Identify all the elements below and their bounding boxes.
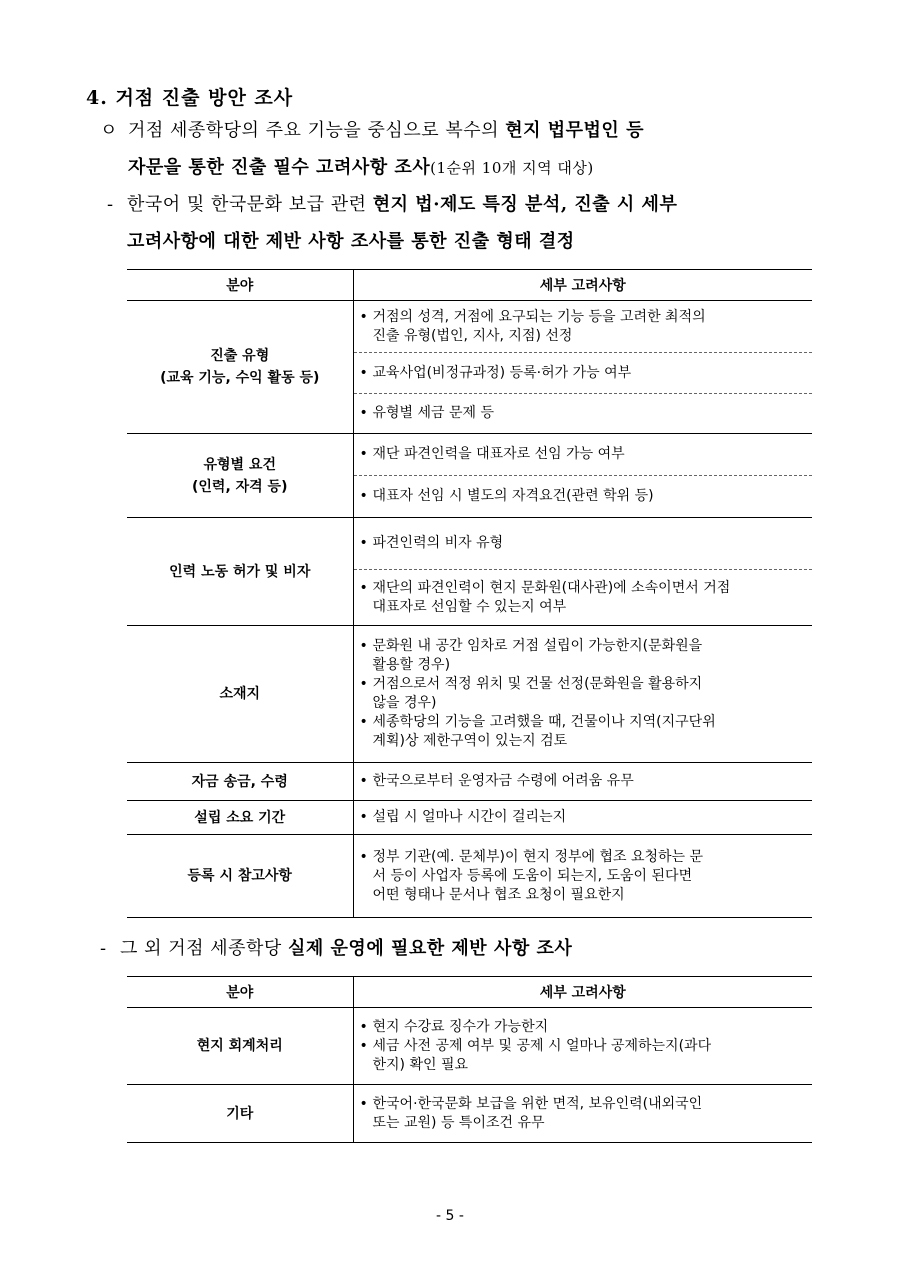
detail-bullet <box>360 1037 803 1075</box>
bullet-dot-icon: • <box>359 1037 368 1054</box>
detail-text <box>373 534 803 553</box>
detail-cell <box>353 835 812 918</box>
detail-cell <box>353 801 812 835</box>
category-cell <box>127 434 353 518</box>
detail-cell <box>353 1008 812 1085</box>
category-cell <box>127 301 353 434</box>
dash-item-1-bold-2: 고려사항에 대한 제반 사항 조사를 통한 진출 형태 결정 <box>127 231 575 252</box>
detail-cell <box>353 476 812 518</box>
detail-line: 대표자로 선임할 수 있는지 여부 <box>372 598 567 615</box>
bullet-dot-icon: • <box>359 364 368 381</box>
detail-bullet <box>360 364 803 383</box>
detail-text <box>373 675 803 713</box>
category-cell <box>127 801 353 835</box>
bullet-dot-icon: • <box>359 1095 368 1112</box>
bullet-dot-icon: • <box>359 848 368 865</box>
detail-text <box>373 487 803 506</box>
detail-line: 어떤 형태나 문서나 협조 요청이 필요한지 <box>372 886 625 903</box>
page-number: - 5 - <box>436 1208 464 1224</box>
bullet-dot-icon: • <box>359 809 368 825</box>
detail-line: 활용할 경우) <box>372 657 451 673</box>
detail-line: 거점의 성격, 거점에 요구되는 기능 등을 고려한 최적의 <box>372 308 706 325</box>
bullet-dot-icon: • <box>359 773 368 789</box>
detail-line: 또는 교원) 등 특이조건 유무 <box>372 1114 545 1131</box>
detail-bullet <box>360 1018 803 1037</box>
detail-line: 한국으로부터 운영자금 수령에 어려움 유무 <box>372 773 634 789</box>
detail-line: 재단의 파견인력이 현지 문화원(대사관)에 소속이면서 거점 <box>372 579 731 596</box>
detail-text <box>373 808 803 827</box>
circle-bullet-marker: ㅇ <box>100 120 118 141</box>
detail-cell <box>353 394 812 434</box>
detail-text <box>373 1018 803 1037</box>
table-row <box>127 1008 812 1085</box>
detail-line: 진출 유형(법인, 지사, 지점) 선정 <box>372 327 573 344</box>
detail-text <box>373 364 803 383</box>
detail-bullet <box>360 675 803 713</box>
category-label: 자금 송금, 수령 <box>191 773 288 790</box>
category-label: 유형별 요건 <box>203 456 276 473</box>
detail-bullet <box>360 308 803 346</box>
detail-bullet <box>360 808 803 827</box>
category-cell <box>127 626 353 763</box>
main-bullet-bold-2: 자문을 통한 진출 필수 고려사항 조사 <box>128 157 431 178</box>
bullet-dot-icon: • <box>359 446 368 462</box>
main-bullet-scope: (1순위 10개 지역 대상) <box>430 159 594 177</box>
detail-bullet <box>360 848 803 905</box>
main-bullet-bold-1: 현지 법무법인 등 <box>505 120 644 141</box>
detail-line: 한지) 확인 필요 <box>372 1056 469 1073</box>
detail-text <box>373 1037 803 1075</box>
consideration-table <box>127 269 812 918</box>
category-label: 소재지 <box>219 686 261 702</box>
section-heading: 4. 거점 진출 방안 조사 <box>86 87 294 109</box>
dash-item-1 <box>107 186 827 260</box>
detail-text <box>373 848 803 905</box>
detail-cell <box>353 434 812 476</box>
category-cell <box>127 1085 353 1143</box>
detail-line: 교육사업(비정규과정) 등록·허가 가능 여부 <box>372 364 632 381</box>
header-detail: 세부 고려사항 <box>353 270 812 301</box>
detail-line: 파견인력의 비자 유형 <box>372 535 504 551</box>
detail-bullet <box>360 487 803 506</box>
header-field: 분야 <box>127 977 353 1008</box>
detail-bullet <box>360 445 803 464</box>
detail-text <box>373 713 803 751</box>
detail-cell <box>353 518 812 570</box>
dash-item-2-text: 그 외 거점 세종학당 <box>120 938 288 959</box>
category-label: 기타 <box>226 1105 254 1122</box>
detail-text <box>373 308 803 346</box>
category-cell <box>127 1008 353 1085</box>
table-row <box>127 801 812 835</box>
detail-text <box>373 637 803 675</box>
bullet-dot-icon: • <box>359 1018 368 1035</box>
detail-text <box>373 579 803 617</box>
category-label: (인력, 자격 등) <box>192 478 288 495</box>
detail-line: 대표자 선임 시 별도의 자격요건(관련 학위 등) <box>372 488 654 504</box>
detail-line: 서 등이 사업자 등록에 도움이 되는지, 도움이 된다면 <box>372 867 693 884</box>
dash-marker: - <box>107 194 114 215</box>
detail-line: 세금 사전 공제 여부 및 공제 시 얼마나 공제하는지(과다 <box>372 1037 712 1054</box>
detail-bullet <box>360 772 803 791</box>
category-cell <box>127 835 353 918</box>
detail-bullet <box>360 534 803 553</box>
detail-bullet <box>360 713 803 751</box>
detail-cell <box>353 570 812 626</box>
detail-line: 세종학당의 기능을 고려했을 때, 건물이나 지역(지구단위 <box>372 714 716 730</box>
category-label: 현지 회계처리 <box>196 1038 283 1054</box>
detail-line: 문화원 내 공간 임차로 거점 설립이 가능한지(문화원을 <box>372 638 703 654</box>
dash-marker: - <box>100 938 107 959</box>
category-label: (교육 기능, 수익 활동 등) <box>160 370 320 386</box>
detail-line: 않을 경우) <box>372 695 437 711</box>
bullet-dot-icon: • <box>359 535 368 551</box>
detail-cell <box>353 1085 812 1143</box>
bullet-dot-icon: • <box>359 714 368 730</box>
detail-cell <box>353 353 812 394</box>
detail-line: 계획)상 제한구역이 있는지 검토 <box>372 733 568 749</box>
category-label: 등록 시 참고사항 <box>187 868 292 884</box>
detail-text <box>373 404 803 423</box>
table-row <box>127 301 812 353</box>
detail-line: 거점으로서 적정 위치 및 건물 선정(문화원을 활용하지 <box>372 676 703 692</box>
detail-line: 정부 기관(예. 문체부)이 현지 정부에 협조 요청하는 문 <box>372 848 704 865</box>
detail-cell <box>353 763 812 801</box>
detail-line: 현지 수강료 징수가 가능한지 <box>372 1018 549 1035</box>
detail-line: 재단 파견인력을 대표자로 선임 가능 여부 <box>372 446 625 462</box>
table-row <box>127 518 812 570</box>
bullet-dot-icon: • <box>359 676 368 692</box>
table-header-row <box>127 270 812 301</box>
dash-item-2-bold: 실제 운영에 필요한 제반 사항 조사 <box>288 938 573 959</box>
detail-text <box>373 1095 803 1133</box>
table-row <box>127 626 812 763</box>
detail-cell <box>353 626 812 763</box>
detail-line: 설립 시 얼마나 시간이 걸리는지 <box>372 809 567 825</box>
operation-table <box>127 976 812 1143</box>
header-detail: 세부 고려사항 <box>353 977 812 1008</box>
table-row <box>127 434 812 476</box>
category-label: 설립 소요 기간 <box>194 809 286 826</box>
main-bullet <box>100 112 820 187</box>
detail-cell <box>353 301 812 353</box>
table-header-row <box>127 977 812 1008</box>
detail-text <box>373 445 803 464</box>
dash-item-1-bold: 현지 법·제도 특징 분석, 진출 시 세부 <box>372 194 678 215</box>
table-row <box>127 1085 812 1143</box>
bullet-dot-icon: • <box>359 638 368 654</box>
main-bullet-text-1: 거점 세종학당의 주요 기능을 중심으로 복수의 <box>128 120 506 141</box>
bullet-dot-icon: • <box>359 488 368 504</box>
detail-bullet <box>360 579 803 617</box>
dash-item-2 <box>100 930 820 967</box>
detail-line: 한국어·한국문화 보급을 위한 면적, 보유인력(내외국인 <box>372 1095 703 1112</box>
category-label: 진출 유형 <box>210 348 270 364</box>
category-cell <box>127 763 353 801</box>
detail-bullet <box>360 404 803 423</box>
bullet-dot-icon: • <box>359 579 368 596</box>
detail-bullet <box>360 1095 803 1133</box>
detail-line: 유형별 세금 문제 등 <box>372 405 495 421</box>
bullet-dot-icon: • <box>359 308 368 325</box>
detail-bullet <box>360 637 803 675</box>
detail-text <box>373 772 803 791</box>
category-label: 인력 노동 허가 및 비자 <box>169 563 311 580</box>
bullet-dot-icon: • <box>359 405 368 421</box>
dash-item-1-text: 한국어 및 한국문화 보급 관련 <box>127 194 373 215</box>
category-cell <box>127 518 353 626</box>
header-field: 분야 <box>127 270 353 301</box>
table-row <box>127 835 812 918</box>
table-row <box>127 763 812 801</box>
